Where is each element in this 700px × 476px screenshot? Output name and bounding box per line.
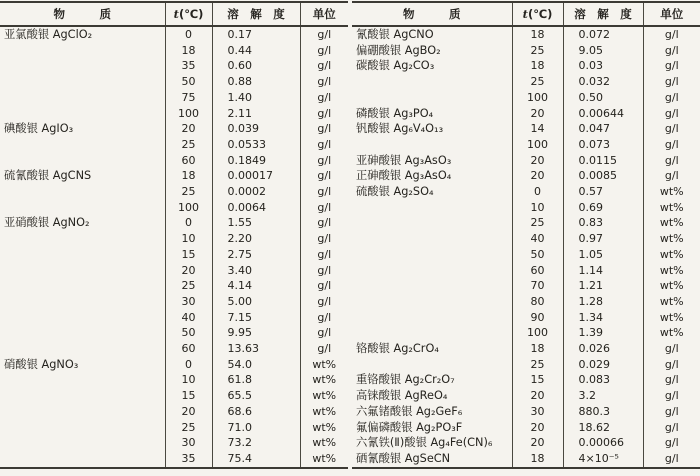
- temperature-cell: 18: [512, 26, 563, 43]
- unit-cell: wt%: [643, 247, 700, 263]
- right-header-row: [352, 2, 700, 26]
- unit-cell: wt%: [300, 435, 348, 451]
- unit-cell: g/l: [300, 341, 348, 357]
- temperature-cell: 10: [165, 231, 212, 247]
- table-row: [0, 372, 348, 388]
- substance-cell: 亚砷酸银 Ag₃AsO₃: [356, 153, 452, 167]
- unit-cell: wt%: [643, 184, 700, 200]
- table-row: [0, 247, 348, 263]
- table-row: [0, 278, 348, 294]
- substance-cell: [0, 58, 165, 74]
- solubility-cell: 0.69: [563, 200, 643, 216]
- solubility-cell: 0.073: [563, 137, 643, 153]
- unit-cell: g/l: [300, 74, 348, 90]
- temperature-cell: 15: [512, 372, 563, 388]
- unit-cell: g/l: [300, 106, 348, 122]
- solubility-cell: 0.032: [563, 74, 643, 90]
- temperature-cell: 20: [165, 121, 212, 137]
- temperature-cell: 50: [165, 325, 212, 341]
- unit-cell: g/l: [300, 325, 348, 341]
- table-row: [352, 200, 700, 216]
- unit-cell: g/l: [300, 184, 348, 200]
- temperature-cell: 0: [165, 26, 212, 43]
- table-row: [352, 372, 700, 388]
- temperature-cell: 25: [512, 74, 563, 90]
- solubility-cell: 0.50: [563, 90, 643, 106]
- table-row: [0, 90, 348, 106]
- solubility-cell: 9.05: [563, 43, 643, 59]
- temperature-cell: 60: [512, 263, 563, 279]
- temperature-cell: 18: [165, 43, 212, 59]
- table-row: [352, 341, 700, 357]
- substance-cell: [352, 200, 512, 216]
- substance-cell: 六氰铁(Ⅱ)酸银 Ag₄Fe(CN)₆: [356, 436, 493, 450]
- temperature-cell: 20: [165, 263, 212, 279]
- solubility-cell: 0.0115: [563, 153, 643, 169]
- substance-cell: [352, 294, 512, 310]
- temperature-cell: 20: [512, 106, 563, 122]
- unit-cell: g/l: [643, 153, 700, 169]
- unit-cell: g/l: [300, 247, 348, 263]
- temperature-cell: 100: [165, 200, 212, 216]
- solubility-cell: 2.75: [212, 247, 300, 263]
- solubility-cell: 73.2: [212, 435, 300, 451]
- unit-cell: g/l: [643, 372, 700, 388]
- unit-cell: g/l: [643, 404, 700, 420]
- solubility-cell: 1.55: [212, 215, 300, 231]
- temperature-column-header: [165, 2, 212, 26]
- substance-cell: 硒氰酸银 AgSeCN: [356, 451, 451, 465]
- substance-cell: [0, 247, 165, 263]
- solubility-cell: 54.0: [212, 357, 300, 373]
- solubility-cell: 0.083: [563, 372, 643, 388]
- temperature-cell: 10: [165, 372, 212, 388]
- table-row: [0, 43, 348, 59]
- table-row: [0, 200, 348, 216]
- solubility-cell: 1.14: [563, 263, 643, 279]
- temperature-cell: 40: [165, 310, 212, 326]
- solubility-cell: 3.40: [212, 263, 300, 279]
- unit-cell: wt%: [643, 310, 700, 326]
- table-row: [0, 74, 348, 90]
- unit-cell: g/l: [643, 388, 700, 404]
- substance-cell: [0, 43, 165, 59]
- solubility-cell: 0.047: [563, 121, 643, 137]
- unit-cell: g/l: [300, 231, 348, 247]
- table-row: [352, 168, 700, 184]
- solubility-cell: 13.63: [212, 341, 300, 357]
- substance-cell: [352, 215, 512, 231]
- unit-cell: wt%: [300, 451, 348, 468]
- table-row: [0, 153, 348, 169]
- unit-cell: g/l: [643, 357, 700, 373]
- substance-cell: 氟偏磷酸银 Ag₂PO₃F: [356, 420, 463, 434]
- unit-cell: g/l: [643, 26, 700, 43]
- unit-cell: g/l: [643, 435, 700, 451]
- table-row: [352, 310, 700, 326]
- solubility-cell: 1.40: [212, 90, 300, 106]
- substance-cell: 亚硝酸银 AgNO₂: [4, 216, 90, 230]
- solubility-cell: 0.026: [563, 341, 643, 357]
- solubility-cell: 0.88: [212, 74, 300, 90]
- table-row: [352, 74, 700, 90]
- substance-cell: [0, 200, 165, 216]
- solubility-cell: 4×10⁻⁵: [563, 451, 643, 468]
- table-row: [0, 357, 348, 373]
- solubility-cell: 1.34: [563, 310, 643, 326]
- temperature-cell: 60: [165, 153, 212, 169]
- solubility-cell: 5.00: [212, 294, 300, 310]
- substance-cell: [0, 372, 165, 388]
- substance-cell: [0, 263, 165, 279]
- substance-cell: [0, 404, 165, 420]
- table-row: [352, 231, 700, 247]
- unit-cell: g/l: [300, 26, 348, 43]
- table-row: [352, 357, 700, 373]
- table-row: [352, 43, 700, 59]
- substance-column-header: 物 质: [0, 2, 165, 26]
- solubility-cell: 0.17: [212, 26, 300, 43]
- temperature-cell: 20: [165, 404, 212, 420]
- substance-cell: [352, 137, 512, 153]
- solubility-cell: 1.28: [563, 294, 643, 310]
- solubility-cell: 0.0064: [212, 200, 300, 216]
- unit-cell: g/l: [300, 153, 348, 169]
- unit-cell: g/l: [300, 168, 348, 184]
- unit-cell: wt%: [300, 420, 348, 436]
- solubility-cell: 18.62: [563, 420, 643, 436]
- table-row: [0, 310, 348, 326]
- solubility-cell: 0.00066: [563, 435, 643, 451]
- solubility-cell: 0.44: [212, 43, 300, 59]
- table-row: [352, 404, 700, 420]
- temperature-cell: 100: [512, 137, 563, 153]
- temperature-cell: 40: [512, 231, 563, 247]
- solubility-cell: 0.57: [563, 184, 643, 200]
- substance-cell: [0, 90, 165, 106]
- substance-cell: [0, 435, 165, 451]
- substance-cell: [0, 74, 165, 90]
- solubility-cell: 0.072: [563, 26, 643, 43]
- unit-cell: g/l: [300, 215, 348, 231]
- substance-cell: [352, 74, 512, 90]
- temperature-cell: 0: [512, 184, 563, 200]
- table-row: [352, 153, 700, 169]
- table-row: [0, 341, 348, 357]
- solubility-cell: 0.0533: [212, 137, 300, 153]
- substance-cell: 碘酸银 AgIO₃: [4, 122, 74, 136]
- table-row: [352, 263, 700, 279]
- substance-cell: [352, 247, 512, 263]
- table-row: [0, 137, 348, 153]
- substance-cell: [0, 325, 165, 341]
- table-row: [352, 294, 700, 310]
- substance-cell: 硝酸银 AgNO₃: [4, 357, 79, 371]
- unit-column-header: 单位: [643, 2, 700, 26]
- table-row: [352, 26, 700, 43]
- unit-cell: g/l: [643, 420, 700, 436]
- temperature-cell: 70: [512, 278, 563, 294]
- substance-cell: [0, 294, 165, 310]
- table-row: [352, 106, 700, 122]
- unit-cell: g/l: [300, 200, 348, 216]
- temperature-cell: 0: [165, 215, 212, 231]
- solubility-column-header: 溶 解 度: [563, 2, 643, 26]
- unit-cell: g/l: [300, 278, 348, 294]
- solubility-cell: 0.83: [563, 215, 643, 231]
- substance-cell: [352, 310, 512, 326]
- temperature-cell: 100: [165, 106, 212, 122]
- substance-cell: 氰酸银 AgCNO: [356, 28, 434, 41]
- solubility-cell: 1.39: [563, 325, 643, 341]
- temperature-cell: 18: [165, 168, 212, 184]
- unit-cell: g/l: [643, 58, 700, 74]
- table-row: [0, 388, 348, 404]
- solubility-cell: 9.95: [212, 325, 300, 341]
- temperature-symbol: t: [173, 7, 179, 21]
- table-row: [352, 420, 700, 436]
- unit-cell: g/l: [300, 43, 348, 59]
- table-row: [352, 121, 700, 137]
- temperature-cell: 15: [165, 388, 212, 404]
- substance-cell: [352, 231, 512, 247]
- temperature-cell: 18: [512, 451, 563, 468]
- substance-cell: [0, 451, 165, 468]
- substance-cell: [0, 184, 165, 200]
- unit-cell: g/l: [643, 168, 700, 184]
- solubility-cell: 1.05: [563, 247, 643, 263]
- substance-cell: 正砷酸银 Ag₃AsO₄: [356, 169, 452, 183]
- substance-cell: [0, 278, 165, 294]
- solubility-cell: 61.8: [212, 372, 300, 388]
- substance-cell: 偏硼酸银 AgBO₂: [356, 43, 441, 57]
- substance-cell: [0, 341, 165, 357]
- substance-cell: [352, 325, 512, 341]
- unit-cell: g/l: [300, 310, 348, 326]
- temperature-cell: 18: [512, 341, 563, 357]
- table-row: [352, 184, 700, 200]
- temperature-cell: 14: [512, 121, 563, 137]
- substance-cell: 硫酸银 Ag₂SO₄: [356, 185, 434, 199]
- unit-cell: wt%: [643, 231, 700, 247]
- unit-column-header: 单位: [300, 2, 348, 26]
- table-row: [352, 278, 700, 294]
- table-row: [0, 294, 348, 310]
- temperature-cell: 50: [165, 74, 212, 90]
- table-row: [0, 231, 348, 247]
- substance-cell: [0, 420, 165, 436]
- substance-cell: [352, 90, 512, 106]
- temperature-cell: 35: [165, 451, 212, 468]
- substance-cell: 碳酸银 Ag₂CO₃: [356, 59, 435, 73]
- solubility-cell: 7.15: [212, 310, 300, 326]
- temperature-cell: 35: [165, 58, 212, 74]
- table-row: [0, 26, 348, 43]
- table-row: [352, 90, 700, 106]
- unit-cell: g/l: [300, 294, 348, 310]
- solubility-cell: 0.1849: [212, 153, 300, 169]
- table-row: [352, 435, 700, 451]
- unit-cell: wt%: [643, 278, 700, 294]
- solubility-cell: 0.00644: [563, 106, 643, 122]
- temperature-cell: 25: [165, 278, 212, 294]
- solubility-cell: 0.60: [212, 58, 300, 74]
- temperature-cell: 100: [512, 325, 563, 341]
- table-row: [0, 325, 348, 341]
- unit-cell: g/l: [300, 137, 348, 153]
- temperature-cell: 25: [512, 215, 563, 231]
- solubility-cell: 0.0002: [212, 184, 300, 200]
- solubility-cell: 0.03: [563, 58, 643, 74]
- temperature-cell: 20: [512, 153, 563, 169]
- solubility-cell: 0.00017: [212, 168, 300, 184]
- table-row: [0, 184, 348, 200]
- table-row: [0, 58, 348, 74]
- unit-cell: wt%: [643, 200, 700, 216]
- unit-cell: g/l: [643, 137, 700, 153]
- substance-cell: [0, 106, 165, 122]
- temperature-unit-label: (℃): [178, 7, 204, 21]
- table-row: [0, 215, 348, 231]
- solubility-cell: 2.20: [212, 231, 300, 247]
- unit-cell: g/l: [643, 451, 700, 468]
- solubility-cell: 68.6: [212, 404, 300, 420]
- solubility-cell: 65.5: [212, 388, 300, 404]
- temperature-cell: 30: [165, 294, 212, 310]
- solubility-column-header: 溶 解 度: [212, 2, 300, 26]
- table-row: [352, 388, 700, 404]
- table-row: [0, 168, 348, 184]
- table-row: [0, 404, 348, 420]
- unit-cell: g/l: [300, 121, 348, 137]
- table-row: [0, 451, 348, 468]
- temperature-cell: 20: [512, 435, 563, 451]
- table-row: [0, 121, 348, 137]
- temperature-cell: 25: [165, 184, 212, 200]
- table-row: [0, 435, 348, 451]
- table-row: [352, 247, 700, 263]
- table-row: [352, 137, 700, 153]
- substance-cell: 磷酸银 Ag₃PO₄: [356, 106, 434, 120]
- unit-cell: g/l: [300, 263, 348, 279]
- table-row: [0, 420, 348, 436]
- temperature-cell: 10: [512, 200, 563, 216]
- solubility-cell: 0.97: [563, 231, 643, 247]
- unit-cell: g/l: [643, 106, 700, 122]
- substance-cell: 重铬酸银 Ag₂Cr₂O₇: [356, 373, 455, 387]
- temperature-cell: 30: [512, 404, 563, 420]
- substance-cell: 硫氰酸银 AgCNS: [4, 169, 92, 183]
- temperature-cell: 20: [512, 168, 563, 184]
- unit-cell: g/l: [300, 90, 348, 106]
- solubility-cell: 880.3: [563, 404, 643, 420]
- temperature-cell: 18: [512, 58, 563, 74]
- temperature-cell: 100: [512, 90, 563, 106]
- unit-cell: g/l: [643, 121, 700, 137]
- temperature-cell: 25: [512, 357, 563, 373]
- unit-cell: wt%: [300, 372, 348, 388]
- temperature-cell: 80: [512, 294, 563, 310]
- unit-cell: wt%: [300, 388, 348, 404]
- table-row: [0, 106, 348, 122]
- unit-cell: wt%: [300, 404, 348, 420]
- temperature-cell: 90: [512, 310, 563, 326]
- temperature-cell: 20: [512, 388, 563, 404]
- table-row: [352, 58, 700, 74]
- temperature-cell: 75: [165, 90, 212, 106]
- substance-cell: [352, 357, 512, 373]
- unit-cell: g/l: [643, 43, 700, 59]
- table-row: [352, 451, 700, 468]
- left-header-row: [0, 2, 348, 26]
- substance-cell: 六氟锗酸银 Ag₂GeF₆: [356, 404, 463, 418]
- table-row: [352, 325, 700, 341]
- substance-cell: [0, 310, 165, 326]
- unit-cell: wt%: [643, 215, 700, 231]
- temperature-cell: 0: [165, 357, 212, 373]
- substance-cell: 高铼酸银 AgReO₄: [356, 389, 448, 403]
- right-solubility-table: [352, 1, 700, 469]
- substance-cell: [0, 231, 165, 247]
- temperature-symbol: t: [522, 7, 528, 21]
- unit-cell: g/l: [643, 90, 700, 106]
- solubility-cell: 3.2: [563, 388, 643, 404]
- solubility-cell: 1.21: [563, 278, 643, 294]
- temperature-cell: 25: [512, 43, 563, 59]
- temperature-cell: 50: [512, 247, 563, 263]
- substance-cell: [352, 263, 512, 279]
- solubility-cell: 4.14: [212, 278, 300, 294]
- substance-cell: [0, 388, 165, 404]
- left-solubility-table: [0, 1, 348, 469]
- solubility-cell: 75.4: [212, 451, 300, 468]
- substance-column-header: 物 质: [352, 2, 512, 26]
- unit-cell: g/l: [300, 58, 348, 74]
- substance-cell: 亚氯酸银 AgClO₂: [4, 28, 93, 41]
- solubility-cell: 0.0085: [563, 168, 643, 184]
- unit-cell: wt%: [643, 263, 700, 279]
- substance-cell: [0, 153, 165, 169]
- substance-cell: 铬酸银 Ag₂CrO₄: [356, 342, 439, 356]
- substance-cell: 钒酸银 Ag₆V₄O₁₃: [356, 122, 444, 136]
- solubility-cell: 2.11: [212, 106, 300, 122]
- temperature-cell: 20: [512, 420, 563, 436]
- table-row: [352, 215, 700, 231]
- left-table-body: [0, 26, 348, 468]
- solubility-cell: 0.039: [212, 121, 300, 137]
- solubility-cell: 0.029: [563, 357, 643, 373]
- unit-cell: g/l: [643, 74, 700, 90]
- unit-cell: wt%: [300, 357, 348, 373]
- unit-cell: wt%: [643, 294, 700, 310]
- unit-cell: g/l: [643, 341, 700, 357]
- temperature-cell: 25: [165, 420, 212, 436]
- solubility-cell: 71.0: [212, 420, 300, 436]
- unit-cell: wt%: [643, 325, 700, 341]
- temperature-cell: 60: [165, 341, 212, 357]
- temperature-cell: 25: [165, 137, 212, 153]
- temperature-cell: 30: [165, 435, 212, 451]
- substance-cell: [352, 278, 512, 294]
- temperature-column-header: [512, 2, 563, 26]
- substance-cell: [0, 137, 165, 153]
- table-row: [0, 263, 348, 279]
- temperature-cell: 15: [165, 247, 212, 263]
- temperature-unit-label: (℃): [527, 7, 553, 21]
- right-table-body: [352, 26, 700, 468]
